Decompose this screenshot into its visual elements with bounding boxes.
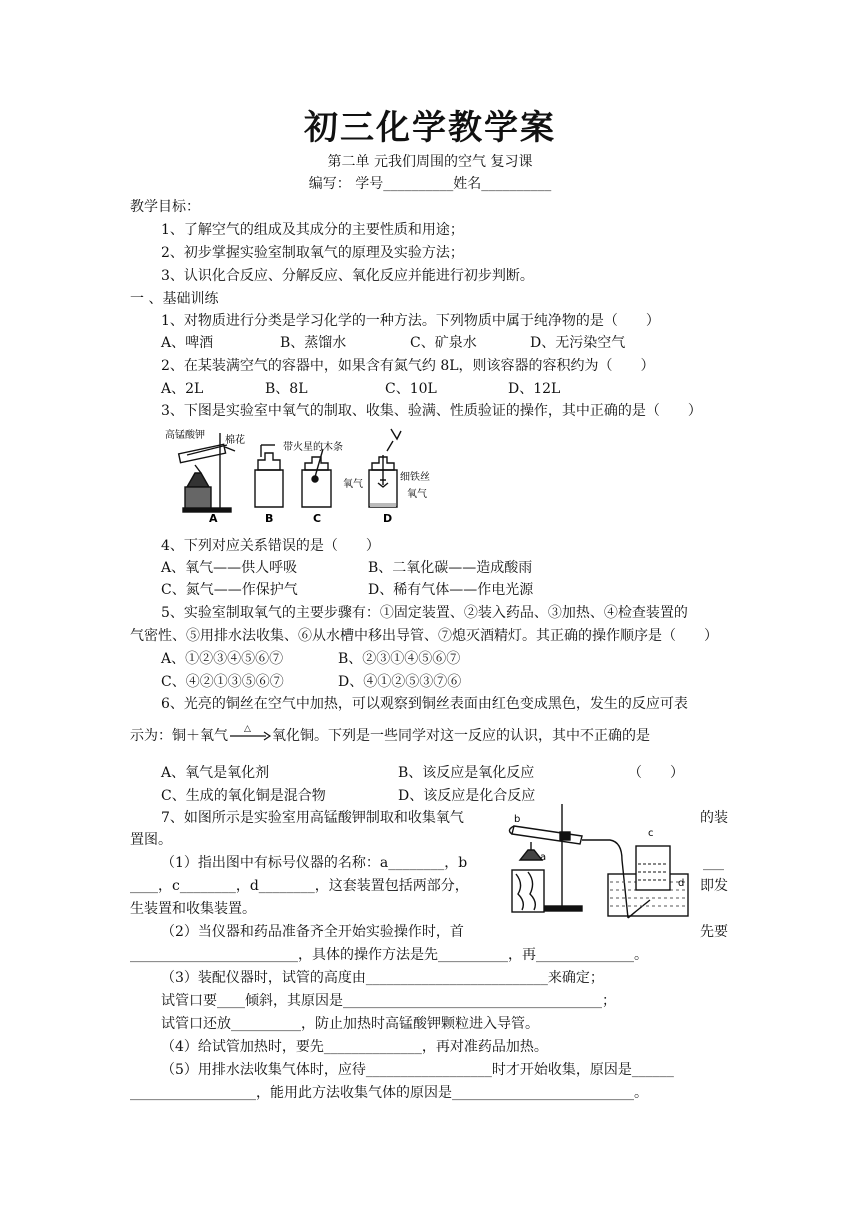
q7-part-2: （2）当仪器和药品准备齐全开始实验操作时，首: [161, 924, 464, 940]
fig-letter-b: b: [514, 814, 521, 825]
question-6-stem-cont: [130, 726, 650, 746]
figure-d-iron-wire: [369, 429, 401, 507]
q2-option-a: A、2L: [161, 381, 204, 397]
subtitle: 第二单 元我们周围的空气 复习课: [327, 154, 533, 170]
q7-part-1-end: ___: [703, 855, 724, 871]
heat-symbol: △: [244, 724, 251, 734]
q6-option-a: A、氧气是氧化剂: [161, 765, 270, 781]
question-7-stem: 7、如图所示是实验室用高锰酸钾制取和收集氧气: [161, 810, 464, 826]
kmno4-oxygen-apparatus-figure: [500, 800, 700, 920]
q7-part-1: （1）指出图中有标号仪器的名称：a________，b: [161, 855, 468, 871]
question-7-stem-cont: 置图。: [130, 832, 172, 848]
q5-option-c: C、④②①③⑤⑥⑦: [161, 674, 284, 690]
label-oxygen-c: 氧气: [343, 479, 363, 490]
figure-letter-a: A: [209, 512, 218, 525]
label-kmno4: 高锰酸钾: [165, 430, 205, 441]
author-line: 编写： 学号__________姓名__________: [308, 176, 552, 192]
question-5-stem: 5、实验室制取氧气的主要步骤有：①固定装置、②装入药品、③加热、④检查装置的: [161, 605, 688, 621]
q7-part-3-c: 试管口还放__________，防止加热时高锰酸钾颗粒进入导管。: [161, 1016, 539, 1032]
q7-part-4: （4）给试管加热时，要先______________，再对准药品加热。: [161, 1039, 548, 1055]
objective-item: 1、了解空气的组成及其成分的主要性质和用途；: [161, 222, 464, 238]
q6-option-c: C、生成的氧化铜是混合物: [161, 788, 326, 804]
q1-option-b: B、蒸馏水: [280, 335, 347, 351]
q6-product: 氧化铜。下列是一些同学对这一反应的认识，其中不正确的是: [272, 728, 650, 744]
q7-part-1-cont-end: 即发: [700, 878, 728, 894]
q4-option-a: A、氧气——供人呼吸: [161, 560, 298, 576]
q4-option-c: C、氮气——作保护气: [161, 582, 298, 598]
label-cotton: 棉花: [225, 435, 245, 446]
q7-part-1-cont: ____，c________，d________，这套装置包括两部分，: [130, 878, 469, 894]
objective-item: 2、初步掌握实验室制取氧气的原理及实验方法；: [161, 245, 464, 261]
question-3-stem: 3、下图是实验室中氧气的制取、收集、验满、性质验证的操作，其中正确的是（ ）: [161, 403, 702, 419]
q1-option-c: C、矿泉水: [410, 335, 477, 351]
fig-letter-c: c: [648, 828, 654, 839]
question-2-stem: 2、在某装满空气的容器中，如果含有氮气约 8L，则该容器的容积约为（ ）: [161, 358, 655, 374]
q1-option-d: D、无污染空气: [530, 335, 626, 351]
q7-part-1-cont2: 生装置和收集装置。: [130, 901, 256, 917]
question-5-stem-cont: 气密性、⑤用排水法收集、⑥从水槽中移出导管、⑦熄灭酒精灯。其正确的操作顺序是（ ）: [130, 628, 718, 644]
figure-letter-b: B: [265, 512, 274, 525]
q5-option-d: D、④①②⑤③⑦⑥: [338, 674, 462, 690]
label-splint: 带火星的木条: [283, 442, 343, 453]
q6-reactants: 示为：铜＋氧气: [130, 728, 228, 744]
q2-option-d: D、12L: [508, 381, 561, 397]
section-heading: 一 、基础训练: [130, 291, 219, 307]
q2-option-b: B、8L: [265, 381, 308, 397]
q7-part-3: （3）装配仪器时，试管的高度由__________________________来确定；: [161, 970, 604, 986]
q5-option-b: B、②③①④⑤⑥⑦: [338, 651, 461, 667]
arrow-icon: [228, 729, 272, 743]
figure-b-gas-bottle: [255, 445, 283, 507]
question-7-stem-end: 的装: [700, 810, 728, 826]
q7-part-2-cont: ________________________，具体的操作方法是先__________，再______________。: [130, 947, 648, 963]
question-1-stem: 1、对物质进行分类是学习化学的一种方法。下列物质中属于纯净物的是（ ）: [161, 313, 660, 329]
reaction-arrow: [228, 724, 272, 743]
page-title: 初三化学教学案: [304, 108, 556, 148]
q7-part-5-cont: __________________，能用此方法收集气体的原因是__________________________。: [130, 1085, 648, 1101]
q6-option-b: B、该反应是氧化反应: [398, 765, 535, 781]
q5-option-a: A、①②③④⑤⑥⑦: [161, 651, 284, 667]
figure-c-splint-test: [302, 449, 331, 507]
fig-letter-d: d: [678, 878, 685, 889]
oxygen-experiment-figure: [165, 425, 450, 525]
q2-option-c: C、10L: [385, 381, 437, 397]
q6-answer-bracket: （ ）: [628, 765, 684, 781]
q7-part-3-b: 试管口要____倾斜，其原因是_____________________________________；: [161, 993, 616, 1009]
objectives-heading: 教学目标：: [130, 199, 200, 215]
q4-option-d: D、稀有气体——作电光源: [368, 582, 534, 598]
label-iron-wire: 细铁丝: [400, 472, 430, 483]
q4-option-b: B、二氧化碳——造成酸雨: [368, 560, 533, 576]
q7-part-2-end: 先要: [700, 924, 728, 940]
figure-letter-c: C: [313, 512, 322, 525]
fig-letter-a: a: [540, 852, 547, 863]
figure-letter-d: D: [383, 512, 393, 525]
question-4-stem: 4、下列对应关系错误的是（ ）: [161, 538, 380, 554]
objective-item: 3、认识化合反应、分解反应、氧化反应并能进行初步判断。: [161, 268, 534, 284]
question-6-stem: 6、光亮的铜丝在空气中加热，可以观察到铜丝表面由红色变成黑色，发生的反应可表: [161, 696, 688, 712]
q7-part-5: （5）用排水法收集气体时，应待__________________时才开始收集，原因是______: [161, 1062, 674, 1078]
q6-option-d: D、该反应是化合反应: [398, 788, 536, 804]
label-oxygen-d: 氧气: [407, 489, 427, 500]
q1-option-a: A、啤酒: [161, 335, 214, 351]
